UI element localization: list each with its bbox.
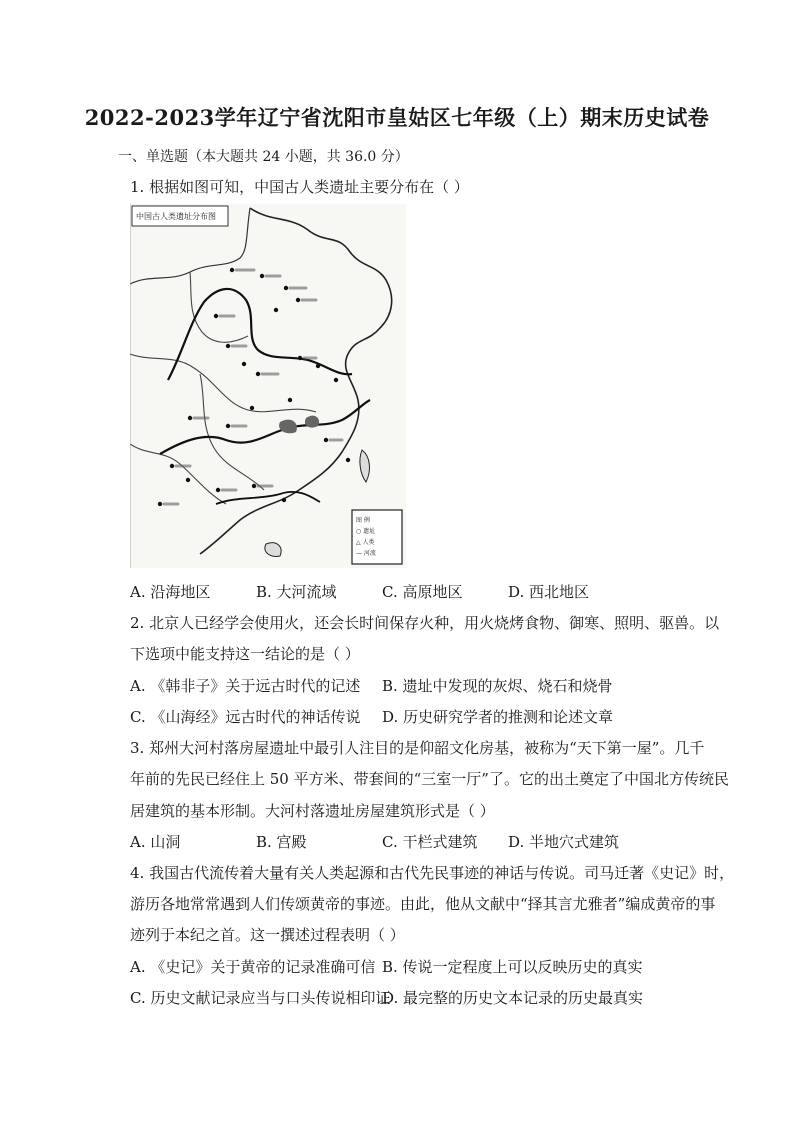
question-4-stem-line-2: 游历各地常常遇到人们传颂黄帝的事迹。由此，他从文献中“择其言尤雅者”编成黄帝的事 (130, 895, 716, 913)
question-4-option-a: A. 《史记》关于黄帝的记录准确可信 (130, 958, 376, 976)
question-2-option-a: A. 《韩非子》关于远古时代的记述 (130, 677, 361, 695)
question-3-option-d: D. 半地穴式建筑 (508, 833, 620, 851)
question-4-option-b: B. 传说一定程度上可以反映历史的真实 (382, 958, 643, 976)
question-2-option-d: D. 历史研究学者的推测和论述文章 (382, 708, 614, 726)
legend-item: ○ 遗址 (356, 528, 376, 535)
question-4-option-c: C. 历史文献记录应当与口头传说相印证 (130, 989, 391, 1007)
question-4-stem-line-3: 迹列于本纪之首。这一撰述过程表明（ ） (130, 926, 405, 944)
question-1-stem: 1. 根据如图可知，中国古人类遗址主要分布在（ ） (130, 178, 469, 196)
question-3-option-a: A. 山洞 (130, 833, 181, 851)
section-heading: 一、单选题（本大题共 24 小题，共 36.0 分） (118, 149, 409, 165)
question-4-stem-line-1: 4. 我国古代流传着大量有关人类起源和古代先民事迹的神话与传说。司马迁著《史记》时， (130, 864, 735, 882)
question-1-option-b: B. 大河流域 (256, 583, 337, 601)
question-2-option-b: B. 遗址中发现的灰烬、烧石和烧骨 (382, 677, 613, 695)
question-4-option-d: D. 最完整的历史文本记录的历史最真实 (382, 989, 644, 1007)
ancient-sites-map (130, 204, 406, 568)
legend-item: △ 人类 (356, 539, 375, 546)
question-2-stem-line-1: 2. 北京人已经学会使用火，还会长时间保存火种，用火烧烤食物、御寒、照明、驱兽。以 (130, 614, 720, 632)
map-figure (130, 204, 406, 568)
question-2-option-c: C. 《山海经》远古时代的神话传说 (130, 708, 361, 726)
map-title: 中国古人类遗址分布图 (136, 212, 216, 221)
question-3-stem-line-1: 3. 郑州大河村落房屋遗址中最引人注目的是仰韶文化房基，被称为“天下第一屋”。几千 (130, 739, 705, 757)
page-title: 2022-2023学年辽宁省沈阳市皇姑区七年级（上）期末历史试卷 (84, 105, 710, 130)
question-3-option-b: B. 宫殿 (256, 833, 307, 851)
question-2-stem-line-2: 下选项中能支持这一结论的是（ ） (130, 645, 360, 663)
question-1-option-a: A. 沿海地区 (130, 583, 211, 601)
question-1-option-d: D. 西北地区 (508, 583, 590, 601)
question-3-stem-line-2: 年前的先民已经住上 50 平方米、带套间的“三室一厅”了。它的出土奠定了中国北方传统民 (130, 770, 729, 788)
legend-title: 图 例 (356, 517, 370, 524)
question-3-stem-line-3: 居建筑的基本形制。大河村落遗址房屋建筑形式是（ ） (130, 802, 495, 820)
question-3-option-c: C. 干栏式建筑 (382, 833, 478, 851)
question-1-option-c: C. 高原地区 (382, 583, 463, 601)
legend-item: — 河流 (356, 550, 376, 557)
